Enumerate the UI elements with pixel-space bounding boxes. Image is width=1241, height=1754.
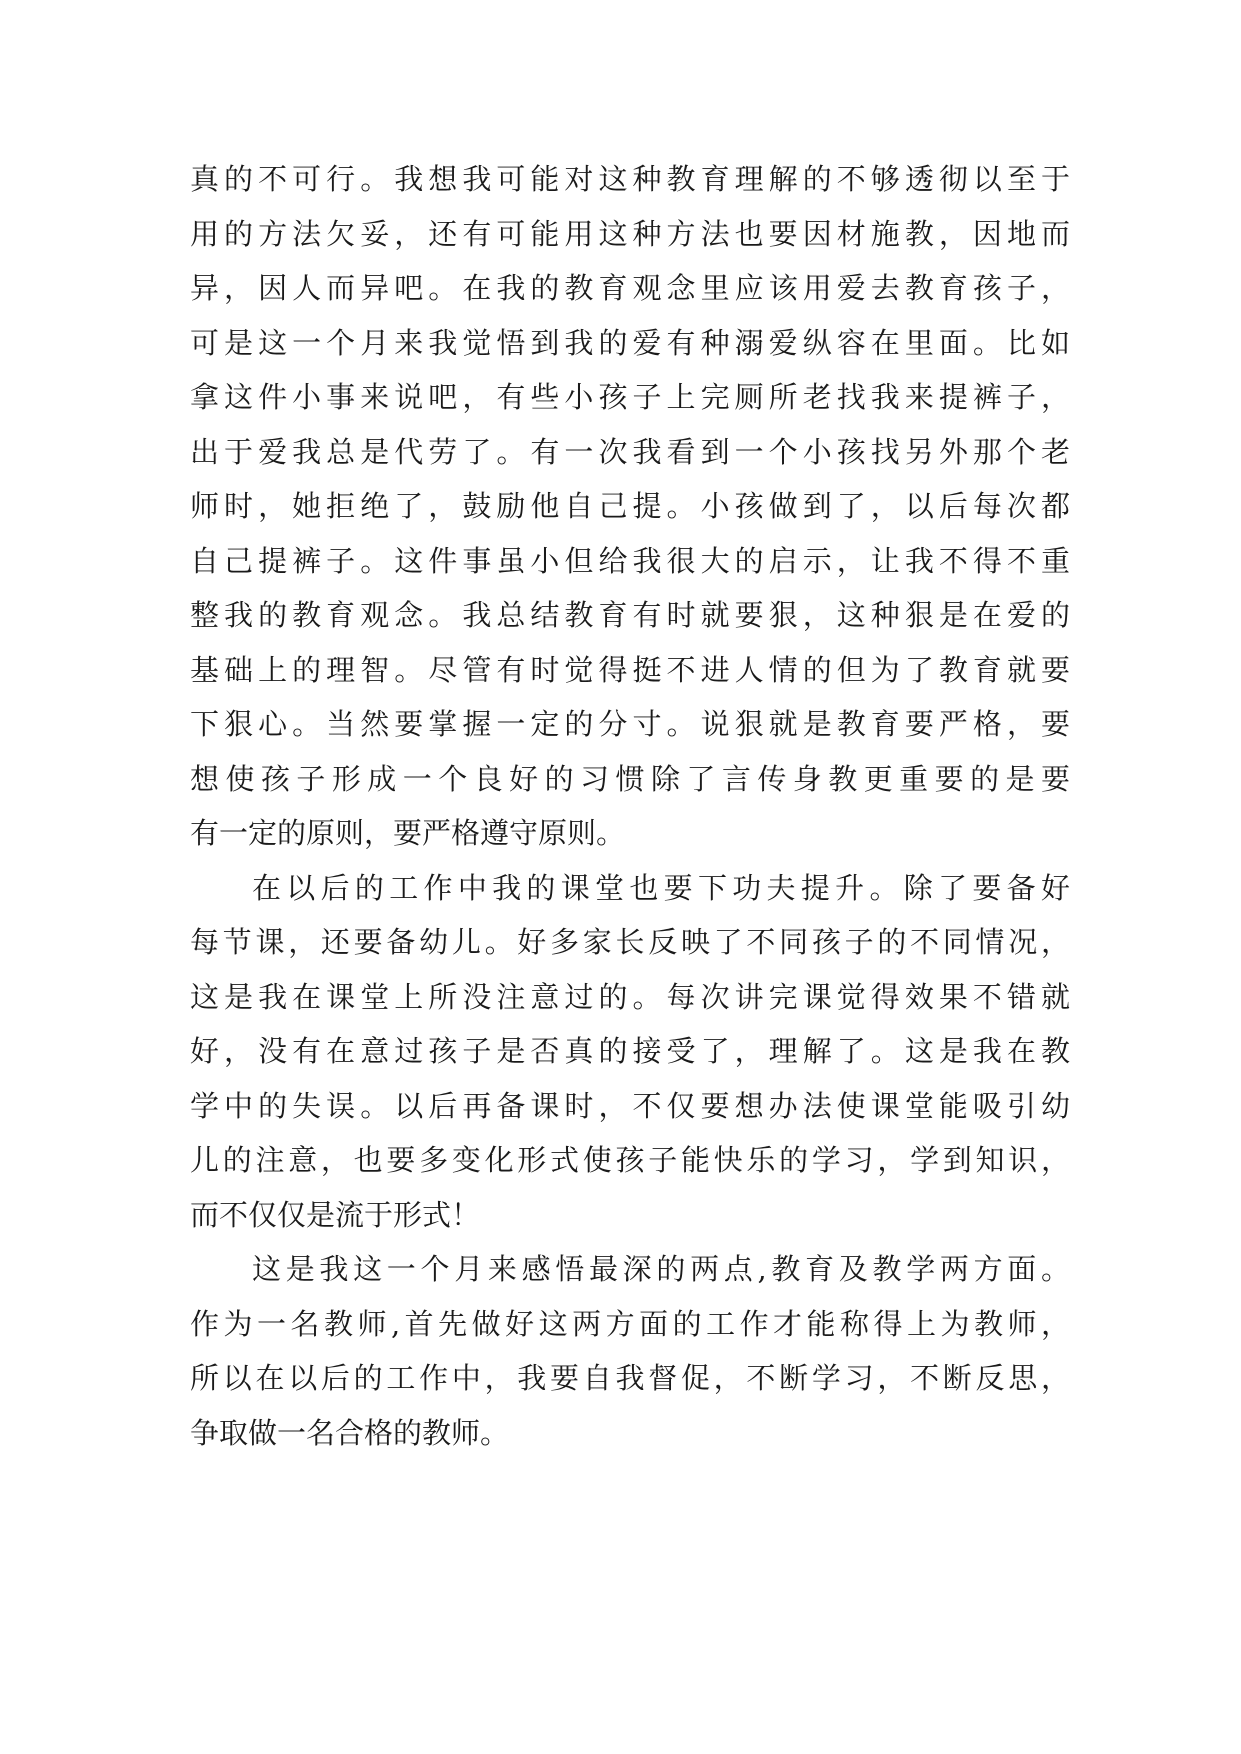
paragraph-end-line: 而不仅仅是流于形式！ bbox=[190, 1197, 481, 1232]
text-line: 这是我在课堂上所没注意过的。每次讲完课觉得效果不错就 bbox=[190, 979, 1070, 1014]
text-line: 每节课，还要备幼儿。好多家长反映了不同孩子的不同情况， bbox=[190, 925, 1070, 959]
text-line: 学中的失误。以后再备课时，不仅要想办法使课堂能吸引幼 bbox=[190, 1088, 1070, 1123]
text-line: 作为一名教师,首先做好这两方面的工作才能称得上为教师， bbox=[190, 1306, 1070, 1341]
text-line: 儿的注意，也要多变化形式使孩子能快乐的学习，学到知识， bbox=[190, 1143, 1070, 1177]
text-line: 想使孩子形成一个良好的习惯除了言传身教更重要的是要 bbox=[190, 761, 1070, 796]
paragraph-end-line: 有一定的原则，要严格遵守原则。 bbox=[190, 816, 626, 850]
text-line: 用的方法欠妥，还有可能用这种方法也要因材施教，因地而 bbox=[190, 216, 1070, 251]
text-line: 可是这一个月来我觉悟到我的爱有种溺爱纵容在里面。比如 bbox=[190, 325, 1070, 360]
body-text bbox=[190, 152, 1070, 1460]
paragraph-start-line: 这是我这一个月来感悟最深的两点,教育及教学两方面。 bbox=[252, 1252, 1070, 1286]
paragraph-end-line: 争取做一名合格的教师。 bbox=[190, 1415, 510, 1450]
text-line: 所以在以后的工作中，我要自我督促，不断学习，不断反思， bbox=[190, 1361, 1070, 1395]
text-line: 异，因人而异吧。在我的教育观念里应该用爱去教育孩子， bbox=[190, 271, 1070, 305]
text-line: 拿这件小事来说吧，有些小孩子上完厕所老找我来提裤子， bbox=[190, 380, 1070, 414]
text-line: 基础上的理智。尽管有时觉得挺不进人情的但为了教育就要 bbox=[190, 652, 1070, 687]
text-line: 好，没有在意过孩子是否真的接受了，理解了。这是我在教 bbox=[190, 1034, 1070, 1068]
text-line: 师时，她拒绝了，鼓励他自己提。小孩做到了，以后每次都 bbox=[190, 489, 1070, 523]
text-line: 出于爱我总是代劳了。有一次我看到一个小孩找另外那个老 bbox=[190, 434, 1070, 469]
paragraph-start-line: 在以后的工作中我的课堂也要下功夫提升。除了要备好 bbox=[252, 870, 1070, 905]
text-line: 下狠心。当然要掌握一定的分寸。说狠就是教育要严格，要 bbox=[190, 707, 1070, 741]
text-line: 真的不可行。我想我可能对这种教育理解的不够透彻以至于 bbox=[190, 162, 1070, 196]
text-line: 自己提裤子。这件事虽小但给我很大的启示，让我不得不重 bbox=[190, 543, 1070, 578]
text-line: 整我的教育观念。我总结教育有时就要狠，这种狠是在爱的 bbox=[190, 598, 1070, 632]
